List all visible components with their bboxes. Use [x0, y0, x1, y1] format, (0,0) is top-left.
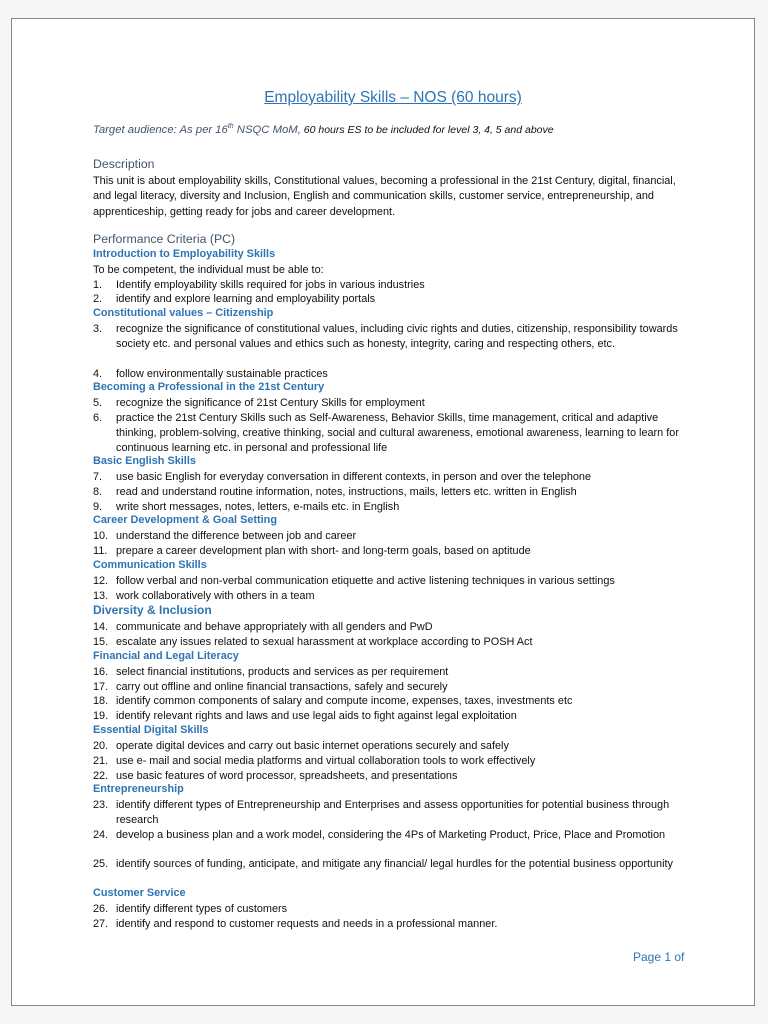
list-item: 23. identify different types of Entrepreneurship and Enterprises and assess opportunities for potential business through research	[93, 799, 670, 826]
list-item: 27. identify and respond to customer requests and needs in a professional manner.	[93, 918, 498, 930]
list-item: 22. use basic features of word processor, spreadsheets, and presentations	[93, 770, 458, 782]
list-item: 2. identify and explore learning and employability portals	[93, 293, 376, 305]
page-number: Page 1 of	[633, 950, 685, 964]
list-item: 20. operate digital devices and carry out basic internet operations securely and safely	[93, 740, 509, 752]
section-title: Introduction to Employability Skills	[93, 248, 276, 260]
list-item: 13. work collaboratively with others in a team	[93, 590, 315, 602]
list-item: 3. recognize the significance of constitutional values, including civic rights and duties, citizenship, responsibility towards society etc. and personal values and ethics such as honesty, integrity, caring and respecting others, etc.	[93, 323, 678, 350]
document-page	[11, 18, 755, 1006]
section-title: Basic English Skills	[93, 455, 196, 467]
list-item: 1. Identify employability skills required for jobs in various industries	[93, 279, 425, 291]
list-item: 16. select financial institutions, products and services as per requirement	[93, 666, 449, 678]
list-item: 14. communicate and behave appropriately with all genders and PwD	[93, 621, 433, 633]
section-title: Customer Service	[93, 887, 186, 899]
list-item: 7. use basic English for everyday conversation in different contexts, in person and over the telephone	[93, 471, 592, 483]
list-item: 12. follow verbal and non-verbal communication etiquette and active listening techniques in various settings	[93, 575, 615, 587]
description-text: This unit is about employability skills, Constitutional values, becoming a professional in the 21st Century, digital, financial, and legal literacy, diversity and Inclusion, English and communication skills, customer service, entrepreneurship, and apprenticeship, getting ready for jobs and career development.	[93, 175, 676, 218]
section-title: Career Development & Goal Setting	[93, 514, 277, 526]
list-item: 17. carry out offline and online financial transactions, safely and securely	[93, 681, 448, 693]
audience-sup: th	[227, 123, 234, 130]
list-item: 26. identify different types of customers	[93, 903, 288, 915]
section-title: Financial and Legal Literacy	[93, 650, 239, 662]
list-item: 4. follow environmentally sustainable practices	[93, 368, 328, 380]
list-item: 24. develop a business plan and a work model, considering the 4Ps of Marketing Product, Price, Place and Promotion	[93, 829, 666, 841]
audience-mid: NSQC MoM,	[233, 123, 301, 136]
section-title: Diversity & Inclusion	[93, 603, 212, 617]
list-item: 15. escalate any issues related to sexual harassment at workplace according to POSH Act	[93, 636, 533, 648]
audience-prefix: Target audience: As per 16	[93, 123, 228, 136]
section-title: Constitutional values – Citizenship	[93, 307, 274, 319]
section-intro: To be competent, the individual must be able to:	[93, 264, 324, 276]
section-title: Communication Skills	[93, 559, 207, 571]
section-title: Becoming a Professional in the 21st Century	[93, 381, 325, 393]
pc-heading: Performance Criteria (PC)	[93, 232, 236, 246]
list-item: 19. identify relevant rights and laws and use legal aids to fight against legal exploitation	[93, 710, 517, 722]
audience-rest: 60 hours ES to be included for level 3, 4, 5 and above	[300, 123, 554, 136]
target-audience	[93, 123, 554, 136]
list-item: 11. prepare a career development plan with short- and long-term goals, based on aptitude	[93, 545, 531, 557]
section-title: Essential Digital Skills	[93, 724, 209, 736]
list-item: 5. recognize the significance of 21st Century Skills for employment	[93, 397, 425, 409]
document-title: Employability Skills – NOS (60 hours)	[264, 89, 522, 106]
section-title: Entrepreneurship	[93, 783, 184, 795]
description-heading: Description	[93, 157, 155, 171]
list-item: 10. understand the difference between job and career	[93, 530, 357, 542]
list-item: 9. write short messages, notes, letters, e-mails etc. in English	[93, 501, 400, 513]
list-item: 6. practice the 21st Century Skills such as Self-Awareness, Behavior Skills, time management, critical and adaptive thinking, problem-solving, creative thinking, social and cultural awareness, emotional awareness, learning to learn for continuous learning etc. in personal and professional life	[93, 412, 679, 454]
list-item: 21. use e- mail and social media platforms and virtual collaboration tools to work effectively	[93, 755, 536, 767]
list-item: 8. read and understand routine information, notes, instructions, mails, letters etc. written in English	[93, 486, 577, 498]
list-item: 18. identify common components of salary and compute income, expenses, taxes, investments etc	[93, 695, 573, 707]
list-item: 25. identify sources of funding, anticipate, and mitigate any financial/ legal hurdles for the potential business opportunity	[93, 858, 673, 870]
